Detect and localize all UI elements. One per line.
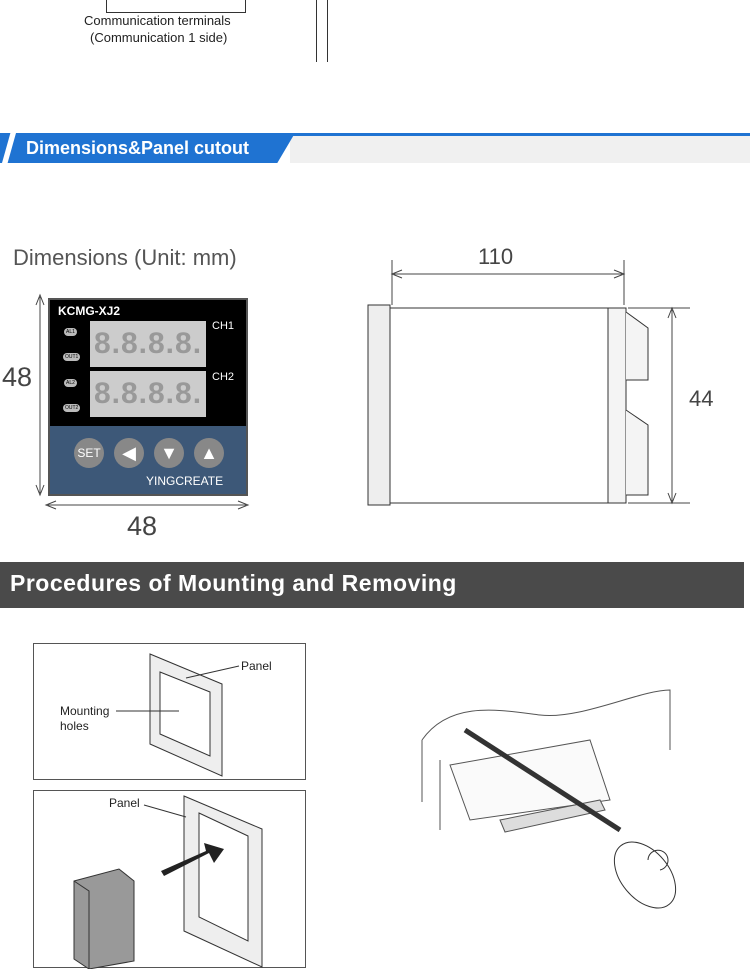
- display-ch2: 8.8.8.8.: [90, 371, 206, 417]
- front-height-value: 48: [2, 362, 33, 392]
- mounting-title: Procedures of Mounting and Removing: [10, 570, 457, 596]
- step2-box: [33, 790, 306, 968]
- panel-label-2: Panel: [109, 796, 140, 810]
- al2-led: AL2: [66, 380, 75, 386]
- side-view-drawing: [360, 250, 750, 520]
- caption-line-1: Communication terminals: [84, 13, 231, 28]
- out1-led: OUT1: [65, 354, 79, 360]
- down-button[interactable]: ▼: [154, 438, 184, 468]
- step1-box: [33, 643, 306, 780]
- insert-drawing: [34, 791, 306, 969]
- left-button[interactable]: ◀: [114, 438, 144, 468]
- section-title: Dimensions&Panel cutout: [26, 138, 250, 158]
- terminal-box-edge: [106, 0, 246, 13]
- panel-label: Panel: [241, 659, 272, 673]
- al1-led: AL1: [66, 329, 75, 335]
- side-depth-value: 110: [478, 244, 514, 269]
- button-panel: [50, 426, 246, 494]
- dimensions-label: Dimensions (Unit: mm): [13, 245, 237, 270]
- controller-front: [48, 298, 248, 496]
- holes-label-1: Mounting: [60, 704, 110, 718]
- side-height-value: 44: [689, 386, 714, 411]
- vertical-lines: [316, 0, 328, 62]
- holes-label-2: holes: [60, 719, 89, 733]
- out2-led: OUT2: [65, 405, 79, 411]
- display-ch1: 8.8.8.8.: [90, 321, 206, 367]
- section-header-gray: [290, 136, 750, 163]
- set-button[interactable]: SET: [74, 438, 104, 468]
- caption-line-2: (Communication 1 side): [90, 30, 228, 45]
- brand-logo: YINGCREATE: [146, 474, 224, 488]
- ch1-label: CH1: [212, 320, 235, 332]
- ch2-label: CH2: [212, 371, 235, 383]
- front-width-value: 48: [127, 511, 158, 541]
- up-button[interactable]: ▲: [194, 438, 224, 468]
- model-label: KCMG-XJ2: [58, 304, 121, 318]
- removal-drawing: [410, 670, 710, 920]
